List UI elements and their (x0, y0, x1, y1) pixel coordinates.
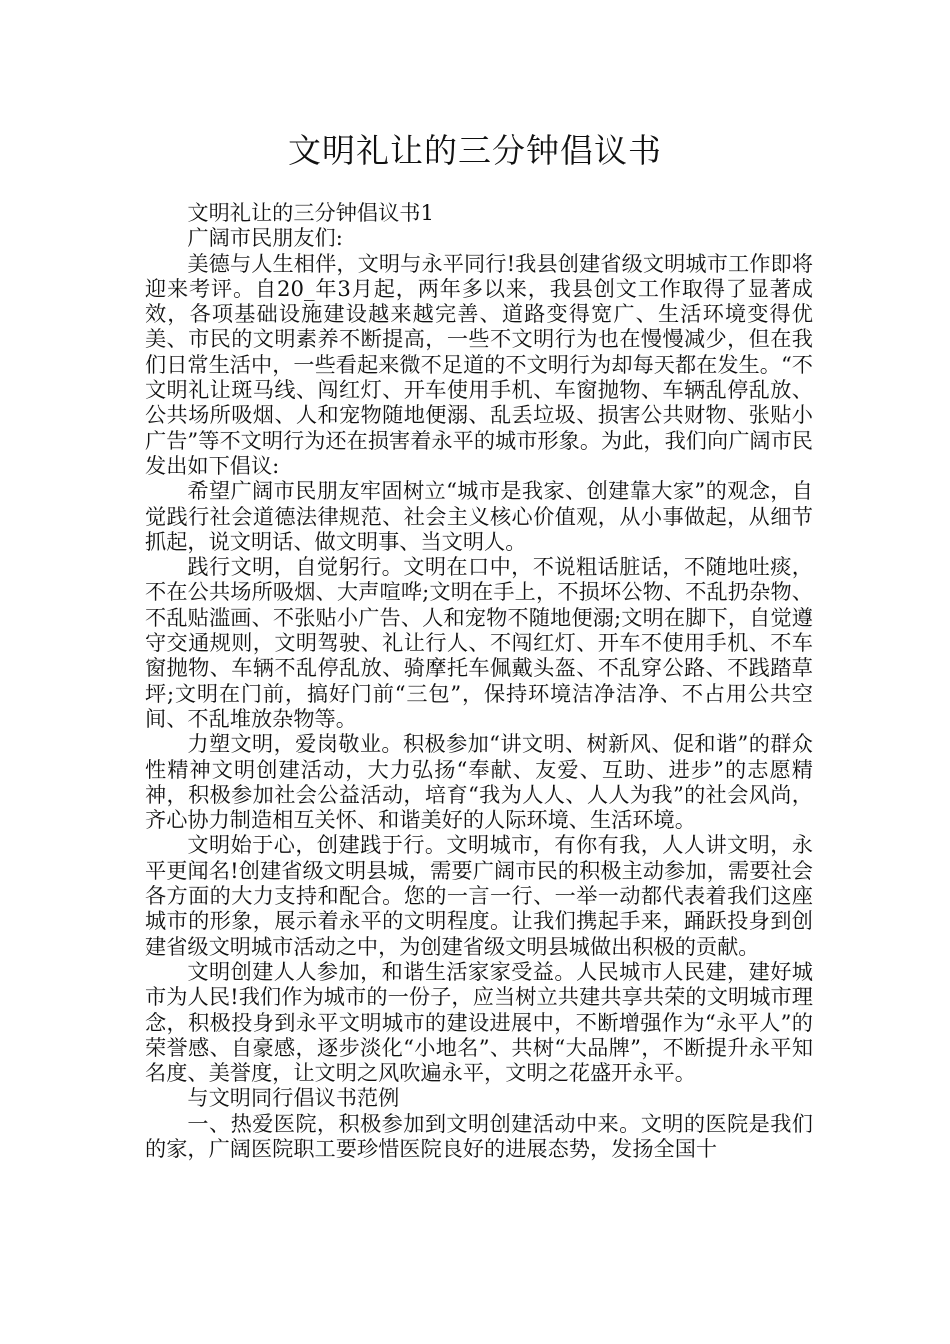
paragraph-intro: 美德与人生相伴，文明与永平同行!我县创建省级文明城市工作即将迎来考评。自20_年3月起，两年多以来，我县创文工作取得了显著成效，各项基础设施建设越来越完善、道路变得宽广、生活环境变得优美、市民的文明素养不断提高，一些不文明行为也在慢慢减少，但在我们日常生活中，一些看起来微不足道的不文明行为却每天都在发生。“不文明礼让斑马线、闯红灯、开车使用手机、车窗抛物、车辆乱停乱放、公共场所吸烟、人和宠物随地便溺、乱丢垃圾、损害公共财物、张贴小广告”等不文明行为还在损害着永平的城市形象。为此，我们向广阔市民发出如下倡议: (145, 250, 813, 478)
paragraph-hospital: 一、热爱医院，积极参加到文明创建活动中来。文明的医院是我们的家，广阔医院职工要珍惜医院良好的进展态势，发扬全国十 (145, 1110, 813, 1161)
paragraph-heart: 文明始于心，创建践于行。文明城市，有你有我，人人讲文明，永平更闻名!创建省级文明县城，需要广阔市民的积极主动参加，需要社会各方面的大力支持和配合。您的一言一行、一举一动都代表着我们这座城市的形象，展示着永平的文明程度。让我们携起手来，踊跃投身到创建省级文明城市活动之中，为创建省级文明县城做出积极的贡献。 (145, 832, 813, 959)
paragraph-hope: 希望广阔市民朋友牢固树立“城市是我家、创建靠大家”的观念，自觉践行社会道德法律规范、社会主义核心价值观，从小事做起，从细节抓起，说文明话、做文明事、当文明人。 (145, 478, 813, 554)
document-body (145, 200, 813, 1161)
paragraph-participation: 文明创建人人参加，和谐生活家家受益。人民城市人民建，建好城市为人民!我们作为城市的一份子，应当树立共建共享共荣的文明城市理念，积极投身到永平文明城市的建设进展中，不断增强作为“永平人”的荣誉感、自豪感，逐步淡化“小地名”、共树“大品牌”，不断提升永平知名度、美誉度，让文明之风吹遍永平，文明之花盛开永平。 (145, 958, 813, 1086)
paragraph-shape: 力塑文明，爱岗敬业。积极参加“讲文明、树新风、促和谐”的群众性精神文明创建活动，大力弘扬“奉献、友爱、互助、进步”的志愿精神，积极参加社会公益活动，培育“我为人人、人人为我”的社会风尚，齐心协力制造相互关怀、和谐美好的人际环境、生活环境。 (145, 731, 813, 833)
document-title: 文明礼让的三分钟倡议书 (288, 131, 662, 170)
salutation: 广阔市民朋友们: (187, 225, 343, 251)
subheading-example: 与文明同行倡议书范例 (187, 1085, 400, 1111)
subheading-proposal-1: 文明礼让的三分钟倡议书1 (187, 200, 434, 225)
paragraph-practice: 践行文明，自觉躬行。文明在口中，不说粗话脏话，不随地吐痰，不在公共场所吸烟、大声喧哗;文明在手上，不损坏公物、不乱扔杂物、不乱贴滥画、不张贴小广告、人和宠物不随地便溺;文明在脚下，自觉遵守交通规则，文明驾驶、礼让行人、不闯红灯、开车不使用手机、不车窗抛物、车辆不乱停乱放、骑摩托车佩戴头盔、不乱穿公路、不践踏草坪;文明在门前，搞好门前“三包”，保持环境洁净洁净、不占用公共空间、不乱堆放杂物等。 (145, 554, 813, 731)
